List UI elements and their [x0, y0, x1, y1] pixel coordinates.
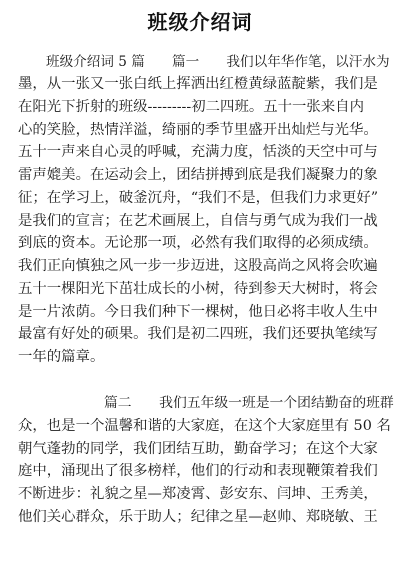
paragraph-line: 不断进步：礼貌之星—郑凌霄、彭安东、闫坤、王秀美，	[18, 486, 378, 502]
page-title: 班级介绍词	[147, 10, 253, 34]
paragraph-line: 心的笑脸，热情洋溢，绮丽的季节里盛开出灿烂与光华。	[18, 122, 378, 138]
paragraph-line: 是我们的宣言；在艺术画展上，自信与勇气成为我们一战	[18, 213, 378, 229]
paragraph-line: 五十一声来自心灵的呼喊，充满力度，恬淡的天空中可与	[18, 144, 378, 160]
paragraph-line: 在阳光下折射的班级---------初二四班。五十一张来自内	[18, 99, 364, 115]
paragraph-line: 最富有好处的硕果。我们是初二四班，我们还要执笔续写	[18, 326, 378, 342]
paragraph-line: 众，也是一个温馨和谐的大家庭，在这个大家庭里有 50 名	[18, 418, 391, 434]
paragraph-line: 班级介绍词 5 篇 篇一 我们以年华作笔，以汗水为	[46, 54, 390, 70]
paragraph-line: 一年的篇章。	[18, 349, 105, 365]
paragraph-line: 朝气蓬勃的同学，我们团结互助，勤奋学习；在这个大家	[18, 441, 378, 457]
paragraph-line: 到底的资本。无论那一项，必然有我们取得的必须成绩。	[18, 235, 378, 251]
paragraph-line: 墨，从一张又一张白纸上挥洒出红橙黄绿蓝靛紫，我们是	[18, 76, 378, 92]
paragraph-line: 是一片浓荫。今日我们种下一棵树，他日必将丰收人生中	[18, 304, 378, 320]
paragraph-line: 征；在学习上，破釜沉舟，“我们不是，但我们力求更好”	[18, 190, 379, 206]
paragraph-line: 庭中，涌现出了很多榜样，他们的行动和表现鞭策着我们	[18, 463, 378, 479]
paragraph-line: 五十一棵阳光下茁壮成长的小树，待到参天大树时，将会	[18, 281, 378, 297]
paragraph-line: 篇二 我们五年级一班是一个团结勤奋的班群	[104, 395, 394, 411]
paragraph-line: 他们关心群众，乐于助人；纪律之星—赵帅、郑晓敏、王	[18, 509, 378, 525]
paragraph-line: 雷声媲美。在运动会上，团结拼搏到底是我们凝聚力的象	[18, 167, 378, 183]
paragraph-line: 我们正向慎独之风一步一步迈进，这股高尚之风将会吹遍	[18, 258, 378, 274]
